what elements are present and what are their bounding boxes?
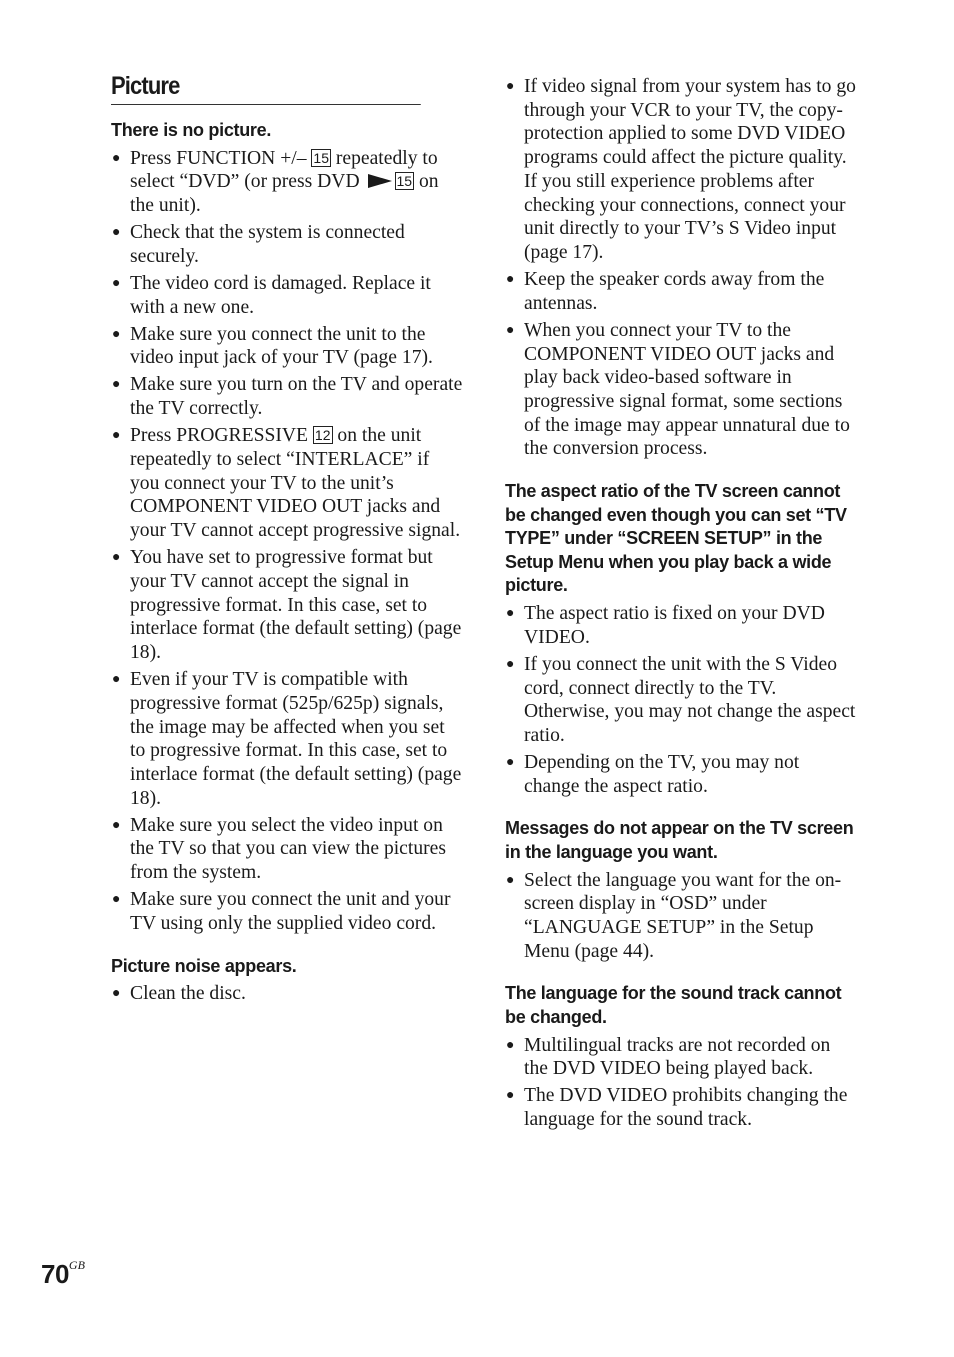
item-text: Keep the speaker cords away from the antennas.: [524, 269, 825, 314]
right-column: [505, 75, 857, 1151]
item-text: repeatedly to select “DVD” (or press DVD: [130, 147, 438, 193]
list-item: [111, 888, 463, 935]
item-text: Press FUNCTION +/–: [130, 147, 312, 169]
no-picture-section: [111, 119, 463, 936]
list-item: [111, 546, 463, 665]
list-item: [505, 602, 857, 649]
bullet-icon: ●: [112, 672, 121, 688]
list-item: [505, 1034, 857, 1081]
bullet-icon: ●: [112, 986, 121, 1002]
left-column: [111, 72, 463, 1025]
item-text: If you connect the unit with the S Video cord, connect directly to the TV. Otherwise, you may not change the aspect ratio.: [524, 653, 856, 746]
noise-section: [111, 955, 463, 1006]
list-item: [111, 424, 463, 543]
aspect-ratio-section: [505, 480, 857, 798]
item-text: The aspect ratio is fixed on your DVD VIDEO.: [524, 603, 825, 648]
bullet-list: [505, 75, 857, 461]
item-text: If video signal from your system has to go through your VCR to your TV, the copy-protection applied to some DVD VIDEO programs could affect the picture quality. If you still experience problems after checking your connections, connect your unit directly to your TV’s S Video input (page 17).: [524, 76, 856, 263]
bullet-icon: ●: [506, 606, 515, 621]
item-text: Depending on the TV, you may not change the aspect ratio.: [524, 752, 800, 797]
item-text: Make sure you select the video input on the TV so that you can view the pictures from the system.: [130, 814, 446, 884]
list-item: [505, 268, 857, 315]
item-text: When you connect your TV to the COMPONENT VIDEO OUT jacks and play back video-based software in progressive signal format, some sections of the image may appear unnatural due to the conversion process.: [524, 319, 850, 460]
bullet-icon: ●: [506, 322, 515, 338]
item-text: Make sure you connect the unit and your TV using only the supplied video cord.: [130, 889, 451, 934]
page-number: [41, 1248, 85, 1291]
list-item: [505, 75, 857, 265]
key-badge: 15: [396, 173, 413, 190]
item-text: Check that the system is connected securely.: [130, 222, 405, 267]
item-text: The video cord is damaged. Replace it with a new one.: [130, 272, 431, 318]
bullet-icon: ●: [506, 1088, 515, 1104]
list-item: [505, 1084, 857, 1131]
continued-section: [505, 75, 857, 461]
bullet-icon: ●: [112, 550, 121, 566]
bullet-icon: ●: [506, 872, 515, 888]
bullet-icon: ●: [506, 1037, 515, 1053]
list-item: [111, 272, 463, 319]
soundtrack-section: [505, 982, 857, 1131]
item-text: on the unit).: [130, 171, 439, 216]
item-text: You have set to progressive format but your TV cannot accept the signal in progressive format. In this case, set to interlace format (the default setting) (page 18).: [130, 547, 462, 663]
list-item: [111, 982, 463, 1006]
messages-section: [505, 817, 857, 963]
bullet-icon: ●: [112, 892, 121, 908]
item-text: Press PROGRESSIVE: [130, 425, 313, 447]
list-item: [111, 323, 463, 370]
item-text: Clean the disc.: [130, 983, 246, 1005]
bullet-icon: ●: [112, 326, 121, 342]
section-title: Picture: [111, 72, 421, 105]
section-heading: Picture noise appears.: [111, 955, 297, 976]
bullet-icon: ●: [112, 275, 121, 291]
list-item: [505, 319, 857, 461]
item-text: Even if your TV is compatible with progressive format (525p/625p) signals, the image may be affected when you set to progressive format. In this case, set to interlace format (the default setting) (page 18).: [130, 669, 462, 809]
list-item: [111, 668, 463, 810]
bullet-icon: ●: [112, 377, 121, 393]
bullet-list: [505, 602, 857, 798]
bullet-icon: ●: [506, 755, 515, 770]
page-number-value: 70: [41, 1259, 69, 1289]
bullet-icon: ●: [112, 225, 121, 241]
section-heading: There is no picture.: [111, 120, 272, 140]
item-text: on the unit repeatedly to select “INTERLACE” if you connect your TV to the unit’s COMPONENT VIDEO OUT jacks and your TV cannot accept progressive signal.: [130, 425, 461, 542]
bullet-icon: ●: [112, 150, 121, 166]
key-badge: 12: [314, 427, 331, 444]
bullet-list: [505, 1034, 857, 1132]
section-heading: Messages do not appear on the TV screen in the language you want.: [505, 818, 854, 862]
bullet-list: [111, 147, 463, 936]
section-heading: The language for the sound track cannot be changed.: [505, 983, 842, 1027]
section-heading: The aspect ratio of the TV screen cannot be changed even though you can set “TV TYPE” under “SCREEN SETUP” in the Setup Menu when you play back a wide picture.: [505, 481, 847, 596]
list-item: [111, 814, 463, 885]
bullet-icon: ●: [112, 817, 121, 833]
list-item: [111, 147, 463, 218]
bullet-list: [111, 982, 463, 1006]
item-text: Select the language you want for the on-screen display in “OSD” under “LANGUAGE SETUP” in the Setup Menu (page 44).: [524, 869, 842, 962]
bullet-icon: ●: [506, 272, 515, 288]
bullet-list: [505, 869, 857, 964]
page-region-label: GB: [68, 1258, 85, 1272]
list-item: [111, 373, 463, 420]
bullet-icon: ●: [112, 428, 121, 444]
item-text: Make sure you turn on the TV and operate the TV correctly.: [130, 374, 463, 420]
item-text: The DVD VIDEO prohibits changing the language for the sound track.: [524, 1085, 848, 1131]
bullet-icon: ●: [506, 79, 515, 94]
key-badge: 15: [313, 149, 329, 166]
list-item: [111, 221, 463, 268]
list-item: [505, 751, 857, 798]
item-text: Make sure you connect the unit to the video input jack of your TV (page 17).: [130, 323, 433, 369]
play-triangle-icon: [368, 174, 392, 188]
item-text: Multilingual tracks are not recorded on the DVD VIDEO being played back.: [524, 1034, 831, 1080]
list-item: [505, 653, 857, 748]
bullet-icon: ●: [506, 656, 515, 672]
list-item: [505, 869, 857, 964]
